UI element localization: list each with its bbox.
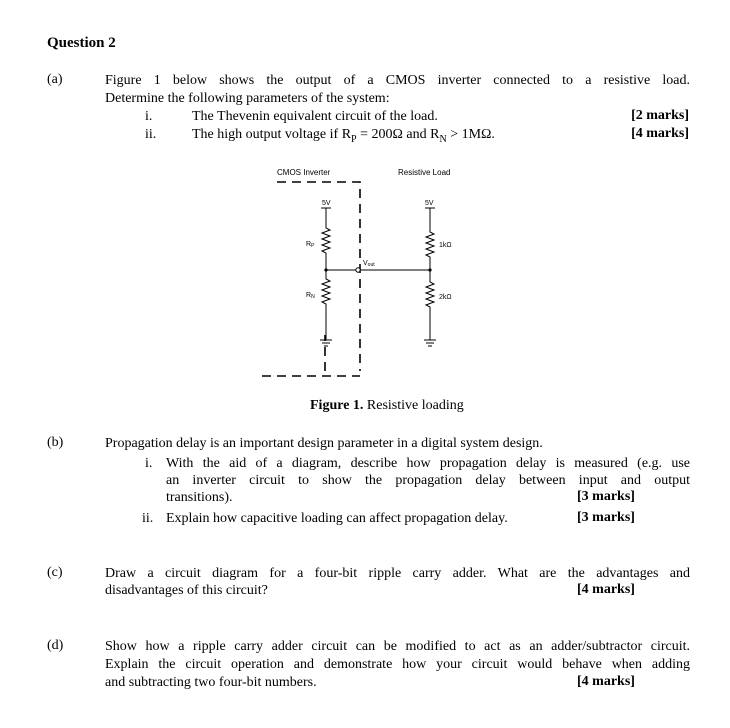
inverter-boundary	[262, 182, 360, 376]
load-resistor-bottom	[426, 270, 434, 340]
part-a-item-ii-text: The high output voltage if $R_P = 200\Omega$ and $R_N > 1M\Omega$.	[192, 127, 495, 145]
part-c-label: (c)	[47, 565, 63, 580]
part-b-item-i-line2: an inverter circuit to show the propagation delay between input and output	[166, 473, 690, 488]
part-d-marks: [4 marks]	[577, 674, 635, 689]
part-c-line2: disadvantages of this circuit?	[105, 583, 268, 598]
part-b-item-i-marks: [3 marks]	[577, 489, 635, 504]
cmos-inverter-title: CMOS Inverter	[277, 168, 331, 177]
part-b-item-ii-marks: [3 marks]	[577, 510, 635, 525]
part-c-marks: [4 marks]	[577, 582, 635, 597]
rn-resistor	[322, 270, 330, 340]
part-a-item-ii-marks: [4 marks]	[631, 126, 689, 141]
part-a-item-i-text: The Thevenin equivalent circuit of the load.	[192, 109, 438, 124]
part-d-line3: and subtracting two four-bit numbers.	[105, 675, 317, 690]
part-b-label: (b)	[47, 435, 64, 450]
part-b-item-ii-text: Explain how capacitive loading can affect propagation delay.	[166, 511, 508, 526]
vout-terminal	[356, 268, 360, 272]
load-resistor-bottom-value: 2kΩ	[439, 294, 452, 301]
part-a-item-ii-num: ii.	[145, 127, 157, 142]
figure-1-diagram	[250, 160, 480, 385]
part-c-line1: Draw a circuit diagram for a four-bit ripple carry adder. What are the advantages and	[105, 566, 690, 581]
rn-label: RN	[306, 292, 315, 300]
left-supply-label: 5V	[322, 200, 331, 207]
part-d-line1: Show how a ripple carry adder circuit can be modified to act as an adder/subtractor circuit.	[105, 639, 690, 654]
load-resistor-top	[426, 226, 434, 270]
part-a-label: (a)	[47, 72, 63, 87]
rp-resistor	[322, 222, 330, 270]
part-b-intro: Propagation delay is an important design parameter in a digital system design.	[105, 436, 543, 451]
part-b-item-i-num: i.	[145, 456, 153, 471]
figure-caption: Figure 1. Resistive loading	[310, 398, 464, 413]
part-d-line2: Explain the circuit operation and demonstrate how your circuit would behave when adding	[105, 657, 690, 672]
part-b-item-i-line3: transitions).	[166, 490, 233, 505]
right-supply-label: 5V	[425, 200, 434, 207]
left-supply-symbol	[321, 208, 331, 222]
right-supply-symbol	[425, 208, 435, 226]
load-resistor-top-value: 1kΩ	[439, 242, 452, 249]
part-a-item-i-num: i.	[145, 109, 153, 124]
vout-label: Vout	[363, 260, 375, 268]
part-a-item-i-marks: [2 marks]	[631, 108, 689, 123]
left-ground-symbol	[320, 340, 332, 346]
part-d-label: (d)	[47, 638, 64, 653]
part-a-line2: Determine the following parameters of the system:	[105, 91, 390, 106]
rp-label: RP	[306, 241, 315, 249]
resistive-load-title: Resistive Load	[398, 168, 451, 177]
question-title: Question 2	[47, 35, 116, 51]
part-b-item-i-line1: With the aid of a diagram, describe how propagation delay is measured (e.g. use	[166, 456, 690, 471]
right-ground-symbol	[424, 340, 436, 346]
part-b-item-ii-num: ii.	[142, 511, 154, 526]
part-a-line1: Figure 1 below shows the output of a CMOS inverter connected to a resistive load.	[105, 73, 690, 88]
